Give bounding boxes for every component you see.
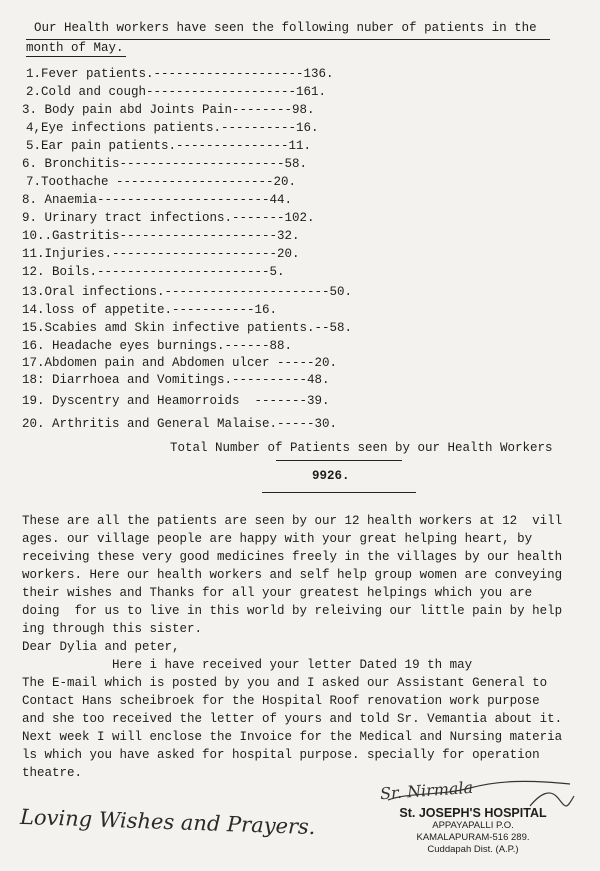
paragraph-line: and she too received the letter of yours and told Sr. Vemantia about it. xyxy=(22,712,563,726)
paragraph-line: workers. Here our health workers and self help group women are conveying xyxy=(22,568,563,582)
list-item: 16. Headache eyes burnings.------88. xyxy=(22,339,293,353)
list-item: 3. Body pain abd Joints Pain--------98. xyxy=(22,103,315,117)
paragraph-line: ages. our village people are happy with your great helping heart, by xyxy=(22,532,533,546)
list-item: 14.loss of appetite.-----------16. xyxy=(22,303,278,317)
signature: Sr. Nirmala xyxy=(379,777,474,804)
paragraph-line: Contact Hans scheibroek for the Hospital Roof renovation work purpose xyxy=(22,694,540,708)
list-item: 10..Gastritis---------------------32. xyxy=(22,229,300,243)
salutation: Dear Dylia and peter, xyxy=(22,640,180,654)
list-item: 1.Fever patients.--------------------136. xyxy=(26,67,334,81)
stamp-line-1: APPAYAPALLI P.O. xyxy=(432,820,514,831)
list-item: 7.Toothache ---------------------20. xyxy=(26,175,297,189)
handwritten-closing: Loving Wishes and Prayers. xyxy=(19,804,316,840)
paragraph-line: Next week I will enclose the Invoice for the Medical and Nursing materia xyxy=(22,730,563,744)
list-item: 19. Dyscentry and Heamorroids -------39. xyxy=(22,394,330,408)
header-line-2: month of May. xyxy=(26,41,124,55)
total-label: Total Number of Patients seen by our Health Workers xyxy=(170,441,553,455)
paragraph-line: Here i have received your letter Dated 19 th may xyxy=(22,658,473,672)
paragraph-line: theatre. xyxy=(22,766,83,780)
paragraph-line: These are all the patients are seen by our 12 health workers at 12 vill xyxy=(22,514,563,528)
list-item: 9. Urinary tract infections.-------102. xyxy=(22,211,315,225)
paragraph-line: The E-mail which is posted by you and I asked our Assistant General to xyxy=(22,676,548,690)
paragraph-line: their wishes and Thanks for all your greatest helpings which you are xyxy=(22,586,533,600)
list-item: 11.Injuries.----------------------20. xyxy=(22,247,300,261)
paragraph-line: doing for us to live in this world by releiving our little pain by help xyxy=(22,604,563,618)
paragraph-line: ing through this sister. xyxy=(22,622,203,636)
list-item: 8. Anaemia-----------------------44. xyxy=(22,193,293,207)
stamp-line-3: Cuddapah Dist. (A.P.) xyxy=(427,844,519,855)
hospital-stamp xyxy=(388,806,558,856)
list-item: 6. Bronchitis----------------------58. xyxy=(22,157,308,171)
stamp-name: St. JOSEPH'S HOSPITAL xyxy=(399,806,547,820)
list-item: 2.Cold and cough--------------------161. xyxy=(26,85,327,99)
list-item: 18: Diarrhoea and Vomitings.----------48. xyxy=(22,373,330,387)
list-item: 12. Boils.-----------------------5. xyxy=(22,265,285,279)
stamp-line-2: KAMALAPURAM-516 289. xyxy=(416,832,530,843)
header-line-1: Our Health workers have seen the following nuber of patients in the xyxy=(34,21,537,35)
total-value: 9926. xyxy=(312,469,350,483)
list-item: 5.Ear pain patients.---------------11. xyxy=(26,139,312,153)
header-underline xyxy=(26,56,126,57)
paragraph-line: ls which you have asked for hospital purpose. specially for operation xyxy=(22,748,540,762)
total-rule-bottom xyxy=(262,492,416,493)
list-item: 15.Scabies amd Skin infective patients.--58. xyxy=(22,321,353,335)
list-item: 4,Eye infections patients.----------16. xyxy=(26,121,319,135)
total-rule-top xyxy=(276,460,402,461)
paragraph-line: receiving these very good medicines freely in the villages by our health xyxy=(22,550,563,564)
list-item: 20. Arthritis and General Malaise.-----30. xyxy=(22,417,338,431)
list-item: 13.Oral infections.----------------------50. xyxy=(22,285,353,299)
list-item: 17.Abdomen pain and Abdomen ulcer -----20. xyxy=(22,356,338,370)
